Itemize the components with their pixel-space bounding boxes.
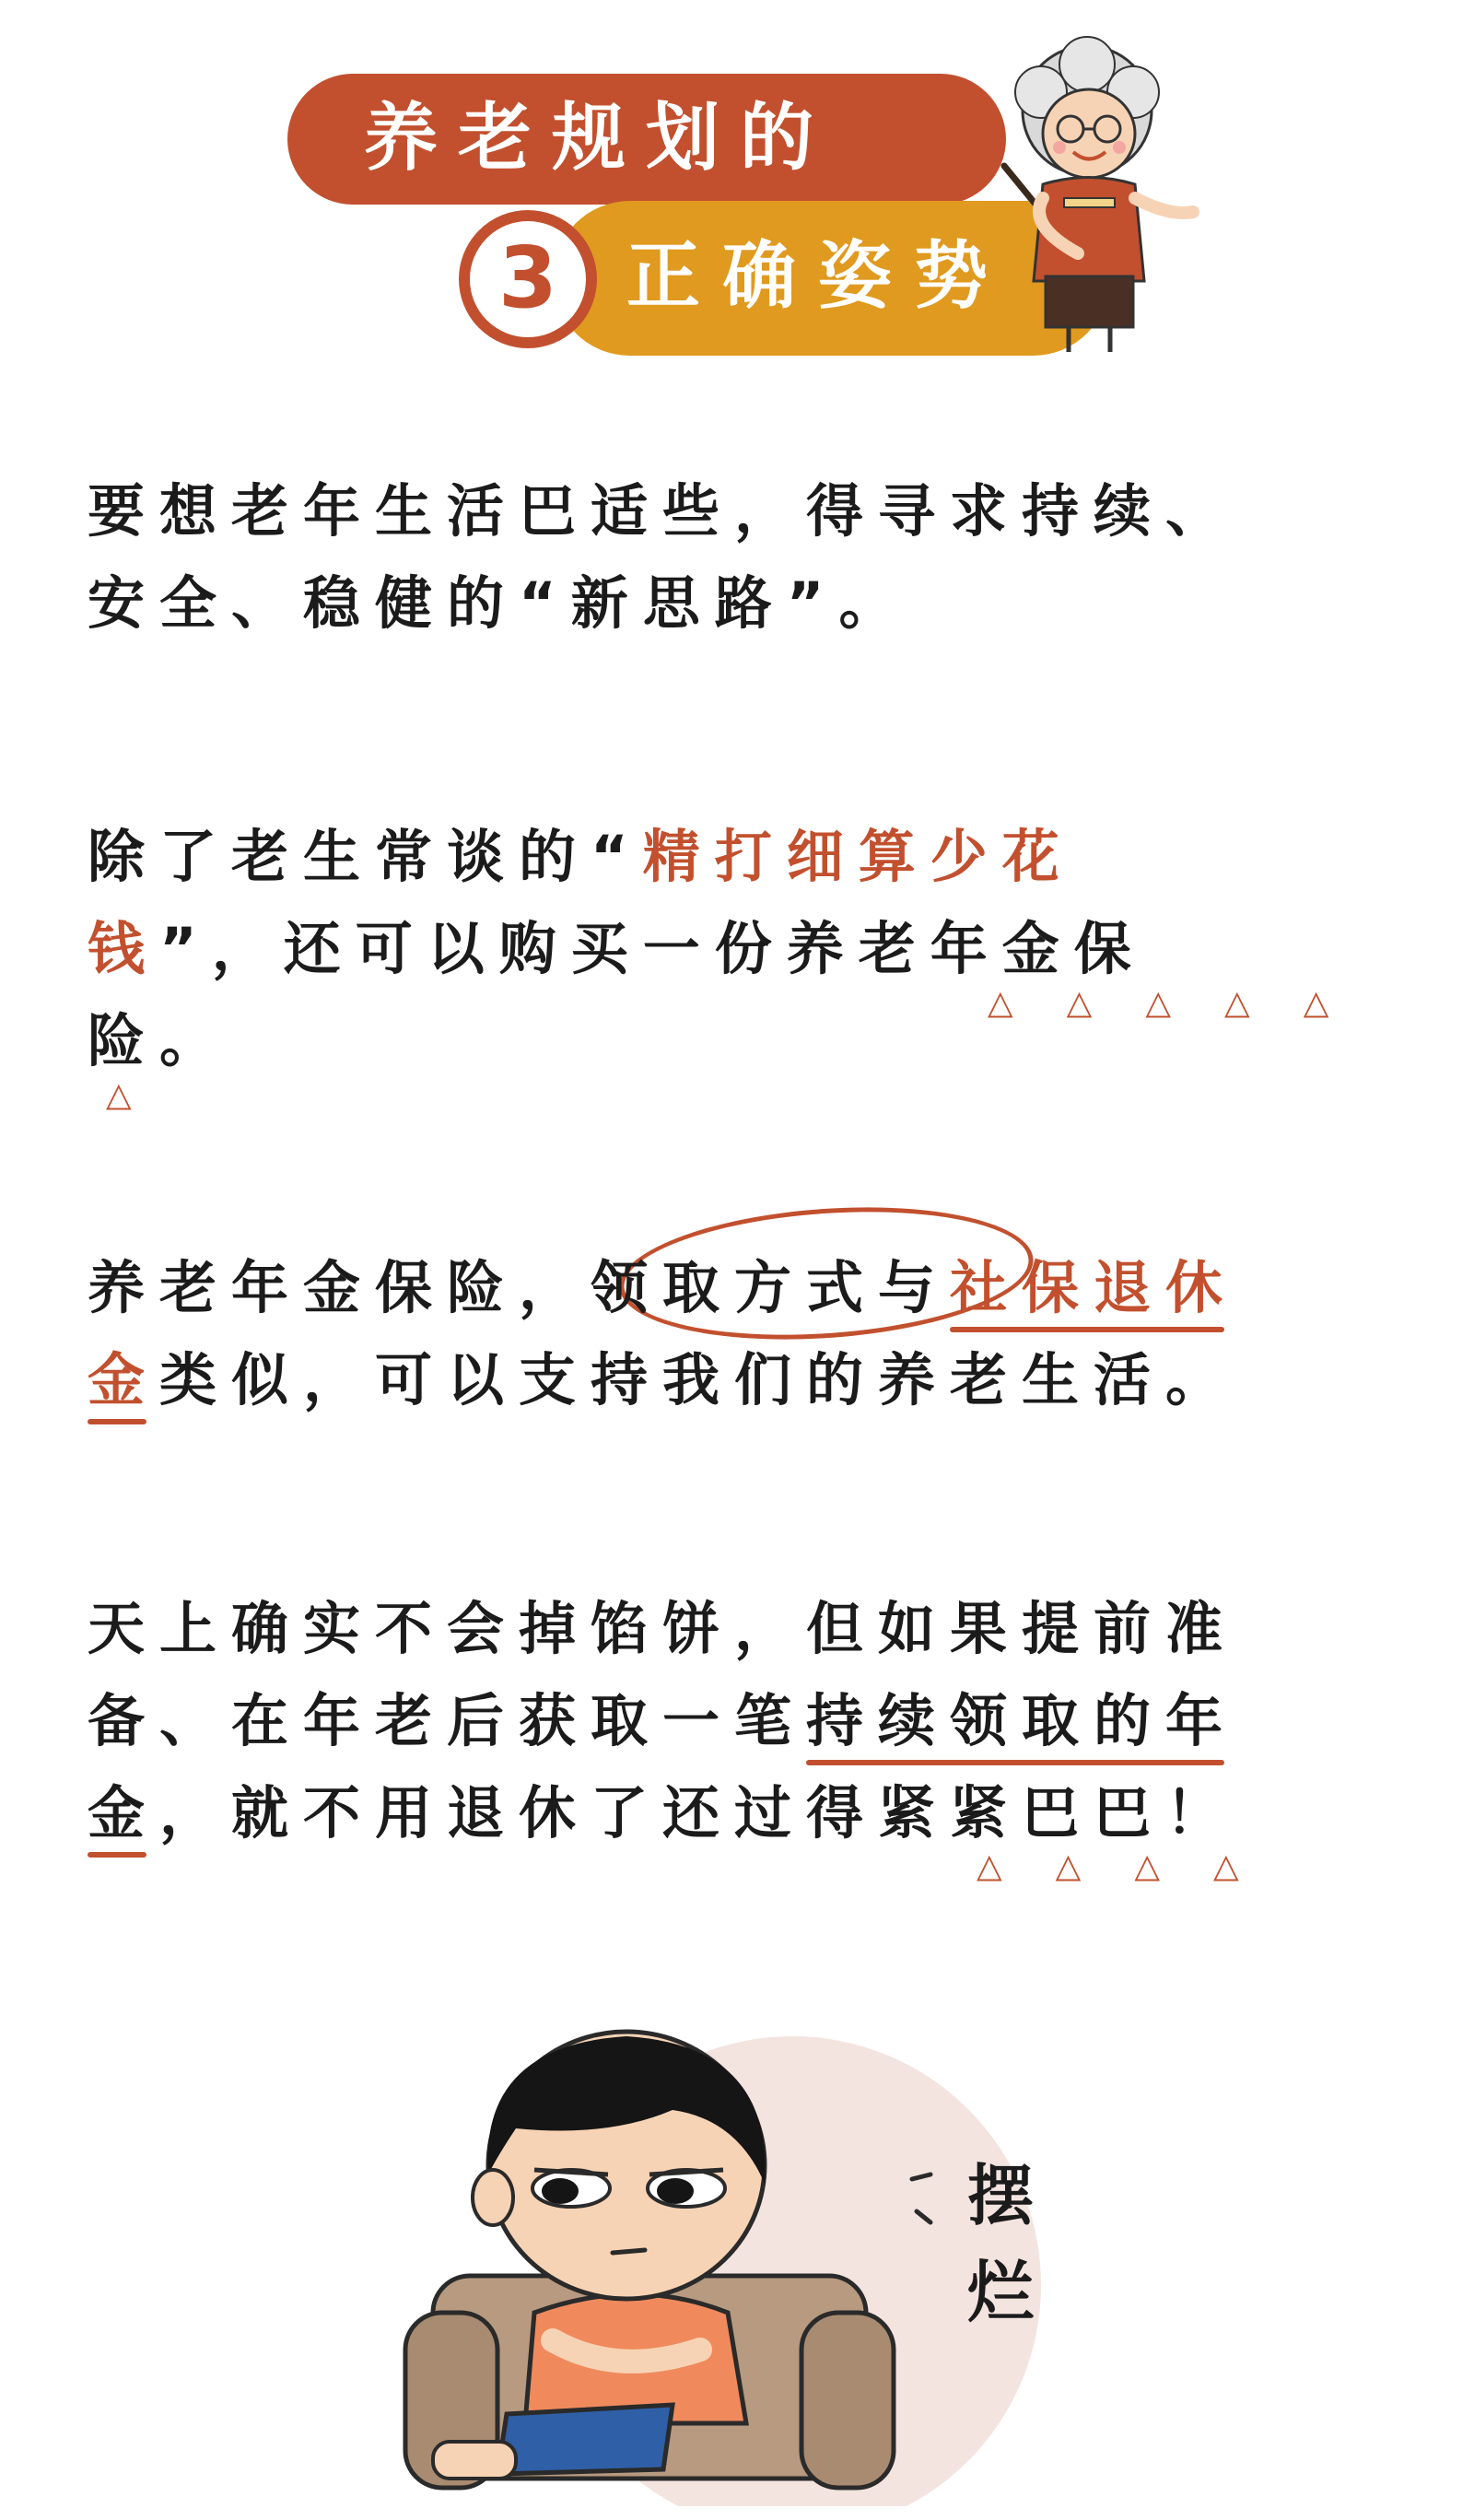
- title-line-1: 养老规划的: [364, 95, 834, 181]
- underlined-annuity: 金: [88, 1767, 159, 1859]
- paragraph-2-text: 除了老生常谈的“: [88, 823, 643, 890]
- paragraph-2-text: ”，还可以购买一份: [159, 915, 787, 982]
- paragraph-1-line-1: 要想老年生活巴适些，得寻求持续、: [88, 477, 1238, 545]
- side-text-bai: 摆: [967, 2157, 1035, 2234]
- paragraph-3-text: 类似，可以支持我们的养老生活。: [159, 1346, 1238, 1413]
- paragraph-4-text: 备、在年老后获取一笔: [88, 1687, 807, 1754]
- paragraph-3-text: 养老年金保险，: [88, 1254, 591, 1321]
- paragraph-3-text: 与: [878, 1254, 951, 1321]
- paragraph-4-line-3: [88, 1767, 1396, 1859]
- paragraph-4-line-1: 天上确实不会掉馅饼，但如果提前准: [88, 1595, 1238, 1662]
- highlight-frugal: 精打细算少花: [642, 823, 1074, 890]
- paragraph-2-line-1: [88, 811, 1396, 903]
- title-line-2: 正确姿势: [626, 233, 1010, 319]
- emphasis-dots: △△△△△: [988, 984, 1383, 1022]
- paragraph-2-line-2: [88, 903, 1396, 995]
- emphasis-dot: △: [106, 1076, 185, 1114]
- highlight-social-security: 社保退休: [950, 1242, 1237, 1334]
- circled-payout-method: 领取方式: [591, 1254, 879, 1321]
- paragraph-4-line-2: [88, 1675, 1396, 1767]
- grandma-teacher-illustration: [977, 28, 1207, 359]
- paragraph-2-line-3: 险。: [88, 1007, 232, 1074]
- section-number-badge: 3: [459, 210, 597, 348]
- emphasis-dots: △△△△: [977, 1847, 1293, 1885]
- paragraph-3-line-2: [88, 1334, 1396, 1426]
- underlined-continuous-payout: 持续领取的年: [806, 1675, 1237, 1767]
- paragraph-4-text: ，就不用退休了还过得紧紧巴巴！: [159, 1779, 1238, 1846]
- side-text-lan: 烂: [967, 2254, 1035, 2331]
- highlight-frugal-end: 钱: [88, 915, 160, 982]
- paragraph-1: [88, 465, 1396, 650]
- paragraph-1-line-2: 安全、稳健的“新思路”。: [88, 569, 911, 637]
- paragraph-3-line-1: [88, 1242, 1396, 1334]
- paragraph-4: [88, 1583, 1396, 1859]
- paragraph-2: [88, 811, 1396, 1087]
- emphasis-annuity-insurance: 养老年金保: [786, 915, 1146, 982]
- highlight-pension: 金: [88, 1334, 159, 1426]
- paragraph-3: [88, 1242, 1396, 1426]
